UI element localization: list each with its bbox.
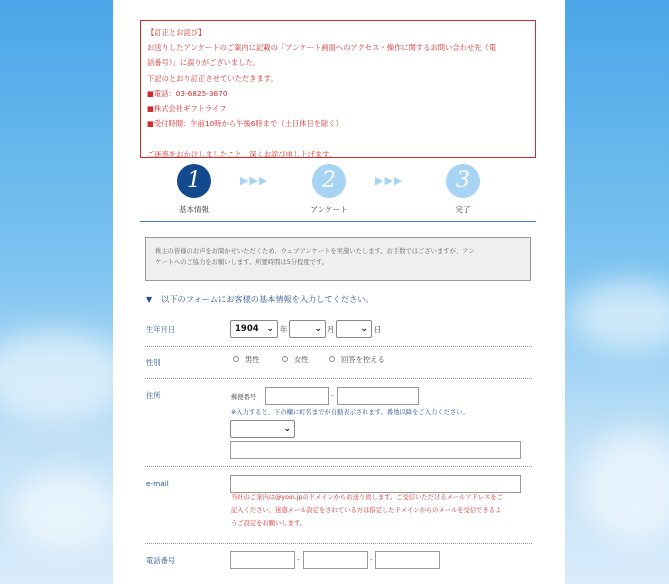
postal-code-first-input[interactable]	[265, 387, 329, 405]
gender-label: 性別	[146, 358, 161, 367]
chevron-down-icon: ⌄	[314, 324, 322, 334]
step-1-circle: 1	[177, 164, 211, 198]
postal-code-dash: -	[331, 391, 334, 400]
birth-year-value: 1904	[235, 324, 259, 334]
prefecture-select[interactable]	[230, 420, 295, 438]
postal-code-second-input[interactable]	[337, 387, 419, 405]
email-label: e-mail	[146, 479, 169, 488]
chevron-down-icon: ⌄	[266, 324, 274, 334]
email-note	[231, 491, 526, 530]
form-page	[113, 0, 565, 584]
background-cloud	[10, 470, 120, 550]
steps-divider	[140, 221, 536, 222]
notice-line: 下記のとおり訂正させていただきます。	[147, 73, 278, 83]
notice-line: 【訂正とお詫び】	[147, 28, 206, 37]
postal-code-label: 郵便番号	[231, 394, 257, 401]
birth-month-select[interactable]	[289, 320, 326, 338]
correction-notice	[140, 20, 536, 158]
radio-button[interactable]	[329, 356, 335, 362]
step-3-label: 完了	[455, 205, 471, 214]
step-arrows: ▶▶▶	[240, 174, 269, 187]
notice-line	[147, 131, 529, 146]
phone-third-input[interactable]	[375, 551, 440, 569]
progress-steps	[140, 162, 536, 222]
row-divider	[145, 378, 532, 379]
notice-line: 話番号）」に誤りがございました。	[147, 58, 261, 68]
row-divider	[145, 346, 532, 347]
month-unit: 月	[327, 325, 335, 334]
year-unit: 年	[280, 325, 288, 334]
step-arrows: ▶▶▶	[375, 174, 404, 187]
gender-option-female[interactable]	[282, 355, 309, 365]
step-3-circle: 3	[446, 164, 480, 198]
gender-option-male[interactable]	[233, 355, 260, 365]
intro-line: 株主の皆様のお声をお聞かせいただくため、ウェブアンケートを実施いたします。お手数ではございますが、アン	[155, 248, 475, 255]
triangle-down-icon: ▼	[146, 295, 153, 304]
step-2-label: アンケート	[310, 205, 348, 214]
notice-line: ■電話：03-6825-3670	[147, 88, 228, 98]
radio-button[interactable]	[233, 356, 239, 362]
chevron-down-icon: ⌄	[360, 324, 368, 334]
birthdate-label: 生年月日	[146, 325, 176, 334]
email-note-line: 当社のご案内は@yoin.jpのドメインからお送り致します。ご受信いただけるメールアドレスをご	[231, 494, 503, 501]
email-note-line: うご設定をお願いします。	[231, 520, 307, 527]
phone-label: 電話番号	[146, 556, 176, 565]
phone-dash: -	[297, 555, 300, 564]
day-unit: 日	[374, 325, 382, 334]
address-label: 住所	[146, 391, 161, 400]
gender-option-label: 男性	[245, 355, 260, 364]
gender-option-label: 女性	[294, 355, 309, 364]
email-note-line: 記入ください。迷惑メール設定をされている方は指定したドメインからのメールを受信できるよ	[231, 507, 502, 514]
birth-day-select[interactable]	[336, 320, 372, 338]
phone-second-input[interactable]	[303, 551, 368, 569]
phone-first-input[interactable]	[230, 551, 295, 569]
section-title-text: 以下のフォームにお客様の基本情報を入力してください。	[161, 294, 374, 304]
postal-code-note: ※入力すると、下の欄に町名までが自動表示されます。番地以降をご入力ください。	[231, 409, 469, 416]
gender-option-decline[interactable]	[329, 355, 385, 365]
background-cloud	[0, 330, 130, 420]
section-title	[146, 294, 374, 305]
intro-line: ケートへのご協力をお願いします。所要時間は5分程度です。	[155, 259, 329, 266]
row-divider	[145, 543, 532, 544]
step-1-label: 基本情報	[179, 205, 209, 214]
radio-button[interactable]	[282, 356, 288, 362]
gender-option-label: 回答を控える	[341, 355, 385, 364]
notice-line: ■株式会社ギフトライフ	[147, 104, 227, 114]
notice-line: お送りしたアンケートのご案内に記載の「アンケート画面へのアクセス・操作に関するお問い合わせ先（電	[147, 43, 497, 53]
step-2-circle: 2	[312, 164, 346, 198]
address-input[interactable]	[230, 441, 521, 459]
intro-box	[145, 237, 531, 281]
notice-line: ご迷惑をおかけしましたこと、深くお詫び申し上げます。	[147, 149, 337, 159]
row-divider	[145, 466, 532, 467]
notice-line: ■受付時間：午前10時から午後6時まで（土日休日を除く）	[147, 119, 343, 129]
background-cloud	[580, 430, 669, 540]
chevron-down-icon: ⌄	[283, 424, 291, 434]
background-cloud	[570, 280, 669, 350]
phone-dash: -	[370, 555, 373, 564]
birth-year-select[interactable]	[230, 320, 278, 338]
